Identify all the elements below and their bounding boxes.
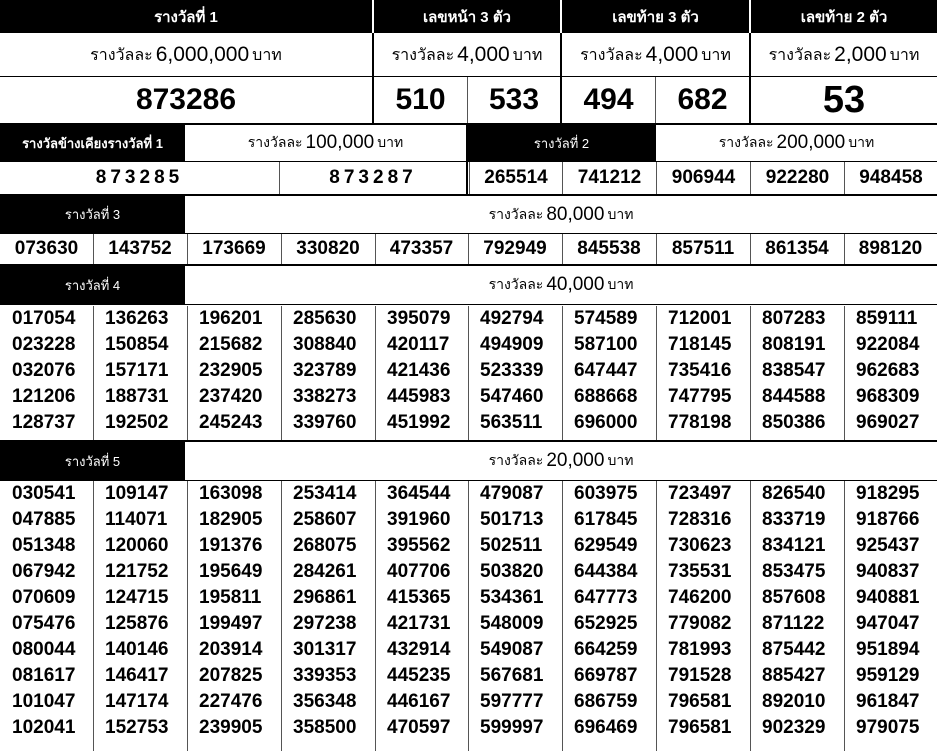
prize5-number: 415365	[387, 587, 451, 608]
near-first-number-1: 873285	[95, 167, 184, 188]
prize5-column	[93, 481, 187, 741]
prize5-number: 902329	[762, 717, 826, 738]
prize5-number: 833719	[762, 509, 826, 530]
prize5-number: 940837	[856, 561, 920, 582]
prize4-number: 587100	[574, 334, 638, 355]
prize5-number: 961847	[856, 691, 920, 712]
amount-value: 2,000	[834, 43, 887, 66]
prize4-number: 285630	[293, 308, 357, 329]
prize4-number: 192502	[105, 412, 169, 433]
prize5-number: 152753	[105, 717, 169, 738]
prize5-number: 030541	[12, 483, 76, 504]
prize5-number: 199497	[199, 613, 263, 634]
prize5-column	[750, 481, 844, 741]
prize5-number: 163098	[199, 483, 263, 504]
prize4-number: 136263	[105, 308, 169, 329]
prize3-number: 857511	[671, 238, 735, 259]
prize5-number: 875442	[762, 639, 826, 660]
prize5-number: 191376	[199, 535, 263, 556]
prize5-number: 356348	[293, 691, 357, 712]
prize5-number: 120060	[105, 535, 169, 556]
prize5-number: 258607	[293, 509, 357, 530]
prize4-numbers-grid	[0, 306, 937, 440]
amount-prefix: รางวัลละ	[247, 134, 303, 150]
prize3-amount	[185, 196, 937, 233]
prize3-number: 473357	[389, 238, 454, 259]
prize5-number: 597777	[480, 691, 544, 712]
prize4-number: 844588	[762, 386, 826, 407]
prize5-number: 979075	[856, 717, 920, 738]
prize5-number: 445235	[387, 665, 451, 686]
prize5-number: 781993	[668, 639, 732, 660]
prize4-number: 859111	[856, 308, 918, 329]
prize2-number: 948458	[859, 167, 923, 188]
prize4-column	[844, 306, 937, 436]
prize5-column	[562, 481, 656, 741]
prize5-number: 826540	[762, 483, 826, 504]
prize5-number: 599997	[480, 717, 544, 738]
prize5-label: รางวัลที่ 5	[0, 442, 185, 480]
prize5-number: 395562	[387, 535, 451, 556]
amount-prefix: รางวัลละ	[488, 276, 544, 292]
prize5-column	[0, 481, 93, 741]
near-first-amount	[185, 125, 466, 161]
amount-suffix: บาท	[701, 46, 731, 64]
prize5-number: 047885	[12, 509, 76, 530]
prize5-number: 947047	[856, 613, 920, 634]
prize3-number: 073630	[14, 238, 79, 259]
prize5-number: 918766	[856, 509, 920, 530]
prize4-number: 157171	[105, 360, 169, 381]
prize4-number: 718145	[668, 334, 732, 355]
amount-suffix: บาท	[607, 205, 634, 222]
prize2-label: รางวัลที่ 2	[467, 125, 656, 161]
prize3-numbers-row	[0, 234, 937, 264]
prize4-column	[93, 306, 187, 436]
prize5-number: 629549	[574, 535, 638, 556]
prize5-number: 857608	[762, 587, 826, 608]
amount-prefix: รางวัลละ	[718, 134, 774, 150]
prize3-number: 845538	[577, 238, 641, 259]
prize4-column	[656, 306, 750, 436]
prize2-number: 741212	[577, 167, 642, 188]
prize5-number: 297238	[293, 613, 357, 634]
prize3-number: 330820	[296, 238, 360, 259]
prize4-number: 395079	[387, 308, 451, 329]
prize4-number: 523339	[480, 360, 544, 381]
prize5-number: 121752	[105, 561, 169, 582]
prize5-number: 885427	[762, 665, 826, 686]
prize4-number: 647447	[574, 360, 638, 381]
amount-suffix: บาท	[607, 452, 634, 468]
prize5-number: 207825	[199, 665, 263, 686]
prize5-number: 339353	[293, 665, 357, 686]
prize4-number: 121206	[12, 386, 76, 407]
prize5-number: 227476	[199, 691, 263, 712]
prize5-number: 723497	[668, 483, 732, 504]
back3-number-1: 494	[583, 83, 634, 116]
prize4-number: 968309	[856, 386, 920, 407]
prize3-number: 143752	[108, 238, 172, 259]
prize4-number: 308840	[293, 334, 357, 355]
prize5-number: 296861	[293, 587, 357, 608]
prize4-column	[187, 306, 281, 436]
prize4-number: 547460	[480, 386, 544, 407]
prize5-number: 109147	[105, 483, 169, 504]
amount-value: 20,000	[546, 450, 605, 471]
prize5-number: 892010	[762, 691, 826, 712]
prize5-column	[375, 481, 468, 741]
prize2-number: 922280	[765, 167, 830, 188]
prize5-number: 358500	[293, 717, 357, 738]
prize4-number: 807283	[762, 308, 826, 329]
prize5-number: 140146	[105, 639, 169, 660]
front3-header: เลขหน้า 3 ตัว	[374, 0, 560, 33]
first-prize-number: 873286	[135, 83, 237, 116]
prize4-column	[750, 306, 844, 436]
prize3-number: 792949	[483, 238, 547, 259]
amount-prefix: รางวัลละ	[90, 46, 153, 64]
prize3-number: 173669	[202, 238, 266, 259]
prize5-number: 203914	[199, 639, 263, 660]
amount-prefix: รางวัลละ	[488, 205, 544, 222]
prize5-number: 081617	[12, 665, 76, 686]
prize5-number: 959129	[856, 665, 920, 686]
prize4-number: 778198	[668, 412, 732, 433]
prize4-column	[375, 306, 468, 436]
prize4-number: 696000	[574, 412, 638, 433]
prize5-number: 147174	[105, 691, 169, 712]
front3-number-2: 533	[488, 83, 540, 116]
prize5-number: 696469	[574, 717, 638, 738]
prize4-number: 023228	[12, 334, 76, 355]
prize2-number: 906944	[671, 167, 736, 188]
prize4-number: 323789	[293, 360, 357, 381]
amount-value: 100,000	[305, 132, 375, 153]
prize5-number: 432914	[387, 639, 451, 660]
prize5-number: 796581	[668, 717, 732, 738]
prize5-number: 686759	[574, 691, 638, 712]
prize5-column	[187, 481, 281, 741]
prize4-number: 128737	[12, 412, 76, 433]
near-first-number-2: 873287	[329, 167, 417, 188]
prize5-number: 925437	[856, 535, 920, 556]
prize4-number: 747795	[668, 386, 732, 407]
prize4-number: 339760	[293, 412, 357, 433]
prize5-number: 125876	[105, 613, 169, 634]
prize5-column	[656, 481, 750, 741]
prize2-amount	[656, 125, 937, 161]
prize4-number: 712001	[668, 308, 732, 329]
prize5-number: 918295	[856, 483, 920, 504]
prize5-number: 195649	[199, 561, 263, 582]
prize5-numbers-grid	[0, 481, 937, 751]
prize4-number: 237420	[199, 386, 263, 407]
prize5-number: 853475	[762, 561, 826, 582]
prize5-number: 421731	[387, 613, 451, 634]
prize5-number: 871122	[762, 613, 825, 634]
prize5-number: 195811	[199, 587, 262, 608]
prize5-number: 446167	[387, 691, 451, 712]
amount-suffix: บาท	[607, 276, 634, 292]
prize4-amount	[185, 266, 937, 304]
prize5-number: 951894	[856, 639, 920, 660]
amount-value: 80,000	[546, 203, 605, 225]
prize4-number: 445983	[387, 386, 451, 407]
amount-suffix: บาท	[512, 46, 543, 64]
prize4-number: 688668	[574, 386, 638, 407]
prize5-number: 051348	[12, 535, 76, 556]
prize5-number: 284261	[293, 561, 357, 582]
prize5-column	[844, 481, 937, 741]
prize5-number: 503820	[480, 561, 544, 582]
prize3-label: รางวัลที่ 3	[0, 196, 185, 233]
prize4-number: 494909	[480, 334, 544, 355]
prize5-number: 067942	[12, 561, 76, 582]
prize4-column	[0, 306, 93, 436]
prize4-number: 492794	[480, 308, 544, 329]
amount-value: 4,000	[457, 43, 510, 66]
prize4-number: 245243	[199, 412, 263, 433]
prize3-number: 861354	[765, 238, 829, 259]
prize5-amount	[185, 442, 937, 480]
prize5-number: 102041	[12, 717, 76, 738]
prize5-number: 549087	[480, 639, 544, 660]
prize5-number: 644384	[574, 561, 638, 582]
prize5-number: 080044	[12, 639, 76, 660]
prize4-label: รางวัลที่ 4	[0, 266, 185, 304]
prize5-number: 791528	[668, 665, 732, 686]
prize5-number: 479087	[480, 483, 544, 504]
back3-amount	[562, 34, 749, 76]
prize5-number: 182905	[199, 509, 263, 530]
prize5-number: 534361	[480, 587, 544, 608]
prize5-number: 301317	[293, 639, 357, 660]
prize4-number: 421436	[387, 360, 451, 381]
prize5-number: 548009	[480, 613, 544, 634]
prize4-number: 969027	[856, 412, 920, 433]
prize4-number: 420117	[387, 334, 450, 355]
prize4-column	[468, 306, 562, 436]
prize4-number: 017054	[12, 308, 76, 329]
prize5-number: 603975	[574, 483, 638, 504]
amount-value: 200,000	[776, 132, 846, 153]
amount-suffix: บาท	[252, 46, 282, 64]
prize4-number: 962683	[856, 360, 920, 381]
prize5-number: 647773	[574, 587, 638, 608]
prize5-number: 728316	[668, 509, 732, 530]
near-first-label: รางวัลข้างเคียงรางวัลที่ 1	[0, 125, 185, 161]
prize5-number: 746200	[668, 587, 732, 608]
prize5-number: 502511	[480, 535, 543, 556]
prize5-number: 664259	[574, 639, 638, 660]
amount-suffix: บาท	[889, 46, 920, 64]
front3-amount	[374, 34, 560, 76]
prize5-number: 940881	[856, 587, 920, 608]
amount-value: 6,000,000	[155, 43, 250, 66]
first-prize-header: รางวัลที่ 1	[0, 0, 372, 33]
prize2-number: 265514	[484, 167, 548, 188]
back2-header: เลขท้าย 2 ตัว	[751, 0, 937, 33]
prize5-number: 075476	[12, 613, 76, 634]
prize4-column	[562, 306, 656, 436]
amount-value: 40,000	[546, 274, 605, 295]
prize5-number: 501713	[480, 509, 544, 530]
prize5-number: 101047	[12, 691, 76, 712]
prize5-number: 364544	[387, 483, 451, 504]
prize5-number: 070609	[12, 587, 76, 608]
prize5-number: 730623	[668, 535, 732, 556]
prize5-number: 407706	[387, 561, 451, 582]
prize4-number: 922084	[856, 334, 920, 355]
prize5-number: 779082	[668, 613, 732, 634]
prize4-number: 838547	[762, 360, 826, 381]
prize5-number: 268075	[293, 535, 357, 556]
prize5-number: 146417	[105, 665, 169, 686]
prize4-number: 574589	[574, 308, 638, 329]
prize5-number: 470597	[387, 717, 451, 738]
prize4-number: 735416	[668, 360, 732, 381]
prize5-column	[468, 481, 562, 741]
prize5-number: 796581	[668, 691, 732, 712]
amount-prefix: รางวัลละ	[768, 46, 832, 64]
prize5-number: 834121	[762, 535, 826, 556]
back3-number-2: 682	[677, 83, 728, 116]
amount-prefix: รางวัลละ	[488, 452, 544, 468]
prize5-number: 617845	[574, 509, 638, 530]
prize5-number: 735531	[668, 561, 732, 582]
back3-header: เลขท้าย 3 ตัว	[562, 0, 749, 33]
prize5-number: 652925	[574, 613, 638, 634]
prize3-number: 898120	[858, 238, 923, 259]
amount-suffix: บาท	[377, 134, 404, 150]
prize4-number: 451992	[387, 412, 451, 433]
prize5-column	[281, 481, 375, 741]
prize4-number: 032076	[12, 360, 76, 381]
prize4-number: 188731	[105, 386, 169, 407]
prize5-number: 239905	[199, 717, 263, 738]
prize4-number: 338273	[293, 386, 357, 407]
back2-number: 53	[822, 78, 866, 121]
prize5-number: 391960	[387, 509, 451, 530]
front3-number-1: 510	[395, 83, 446, 116]
prize5-number: 124715	[105, 587, 169, 608]
prize4-number: 150854	[105, 334, 169, 355]
first-prize-amount	[0, 34, 372, 76]
amount-prefix: รางวัลละ	[391, 46, 455, 64]
prize4-number: 232905	[199, 360, 263, 381]
prize4-number: 215682	[199, 334, 263, 355]
amount-value: 4,000	[645, 43, 699, 66]
prize4-number: 808191	[762, 334, 826, 355]
back2-amount	[751, 34, 937, 76]
prize5-number: 567681	[480, 665, 544, 686]
amount-suffix: บาท	[848, 134, 875, 150]
prize5-number: 669787	[574, 665, 638, 686]
amount-prefix: รางวัลละ	[580, 46, 643, 64]
prize4-number: 196201	[199, 308, 263, 329]
prize4-column	[281, 306, 375, 436]
prize4-number: 563511	[480, 412, 543, 433]
prize5-number: 253414	[293, 483, 357, 504]
prize4-number: 850386	[762, 412, 826, 433]
prize5-number: 114071	[105, 509, 168, 530]
